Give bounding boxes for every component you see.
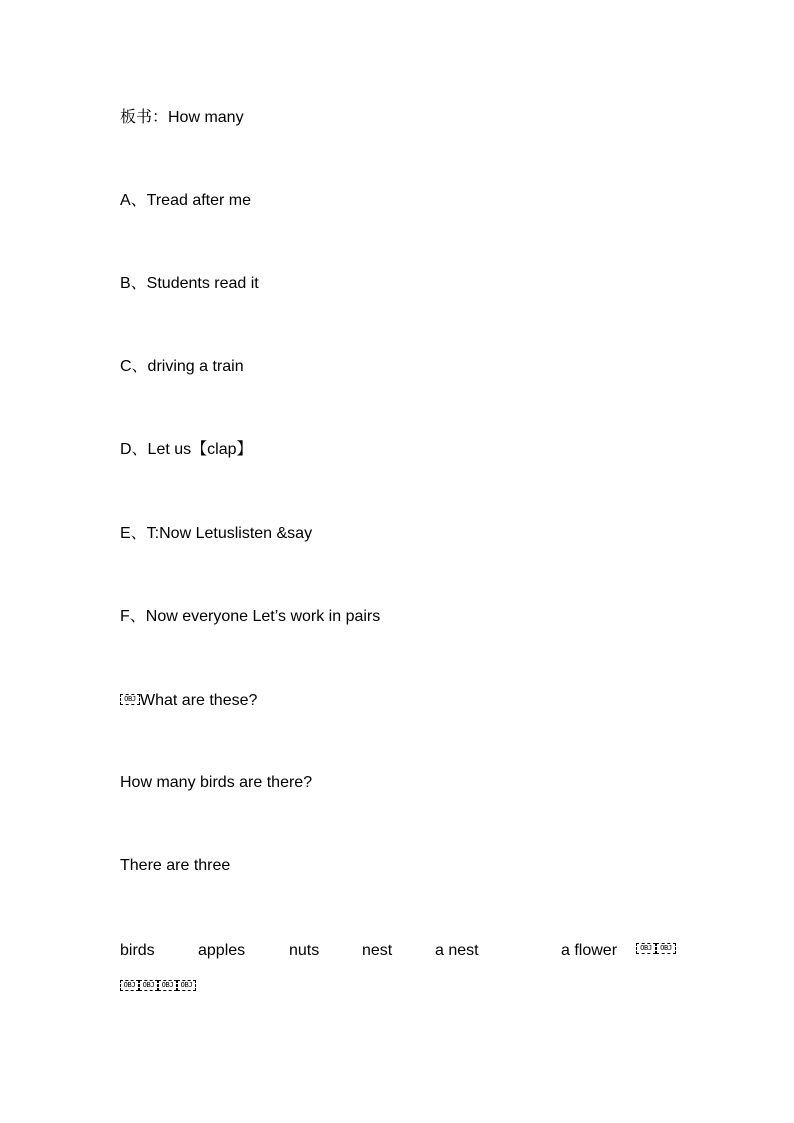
word-apples: apples — [198, 942, 246, 959]
word-nuts: nuts — [289, 942, 320, 959]
step-b: B、Students read it — [120, 275, 259, 292]
word-nest: nest — [362, 942, 393, 959]
board-title: 板书：How many — [120, 109, 244, 126]
object-markers-row — [120, 980, 196, 994]
step-e: E、T:Now Letuslisten &say — [120, 525, 313, 542]
word-a-nest: a nest — [435, 942, 479, 959]
answer-three: There are three — [120, 857, 231, 874]
question-these-line — [120, 691, 257, 711]
step-a: A、Tread after me — [120, 192, 252, 209]
embedded-object-marker: OBJ — [158, 980, 177, 991]
step-c: C、driving a train — [120, 358, 244, 375]
embedded-object-marker: OBJ — [120, 694, 140, 705]
word-a-flower: a flower — [561, 942, 618, 959]
embedded-object-marker: OBJ — [139, 980, 158, 991]
embedded-object-marker: OBJ — [177, 980, 196, 991]
question-how-many: How many birds are there? — [120, 774, 313, 791]
step-f: F、Now everyone Let’s work in pairs — [120, 608, 381, 625]
embedded-object-marker: OBJ — [656, 943, 676, 954]
embedded-object-marker: OBJ — [120, 980, 139, 991]
vocabulary-row — [0, 941, 794, 961]
word-birds: birds — [120, 942, 155, 959]
object-markers-inline — [636, 940, 676, 960]
question-these: What are these? — [140, 692, 258, 709]
embedded-object-marker: OBJ — [636, 943, 656, 954]
step-d: D、Let us【clap】 — [120, 441, 253, 458]
